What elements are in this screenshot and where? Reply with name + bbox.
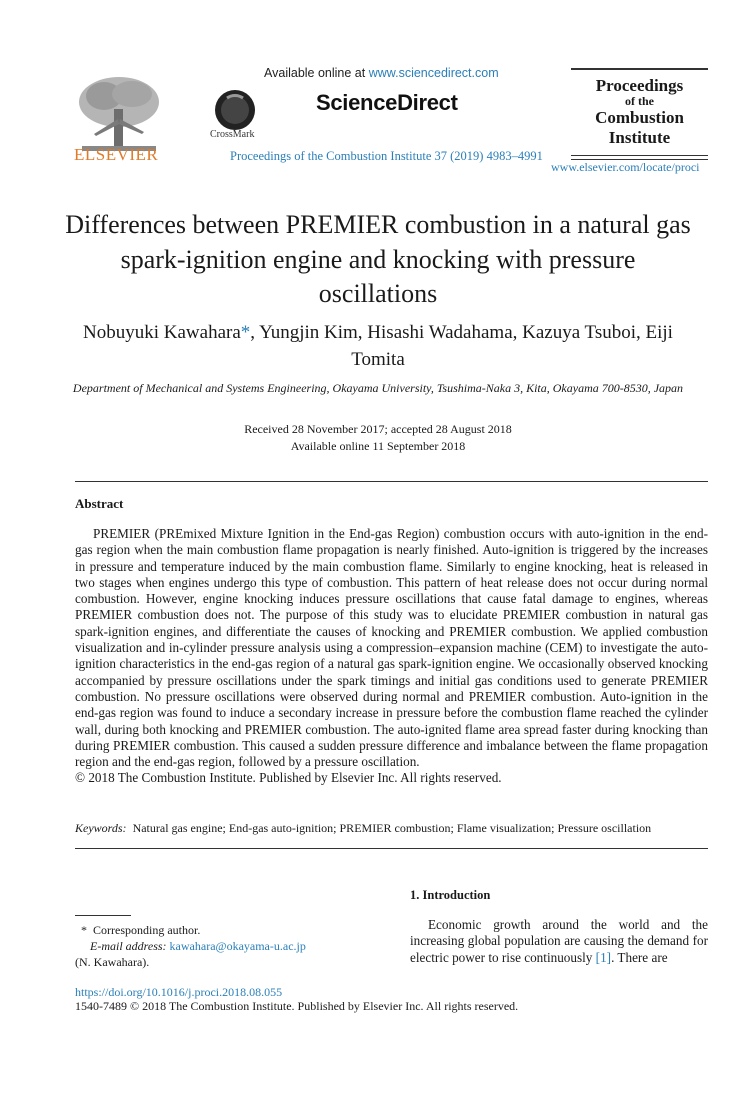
introduction-text: Economic growth around the world and the increasing global population are causing the demand for electric power to rise continuously [1]. There are: [410, 917, 708, 965]
author-1: Nobuyuki Kawahara: [83, 322, 241, 343]
keywords: [75, 821, 715, 836]
crossmark-icon[interactable]: [213, 88, 257, 132]
sciencedirect-logo: ScienceDirect: [316, 90, 458, 115]
other-authors: , Yungjin Kim, Hisashi Wadahama, Kazuya Tsuboi, Eiji Tomita: [250, 322, 673, 370]
introduction-heading: 1. Introduction: [410, 888, 491, 902]
footnote-name: (N. Kawahara).: [75, 955, 150, 969]
journal-citation-link[interactable]: Proceedings of the Combustion Institute 37 (2019) 4983–4991: [230, 149, 543, 163]
sciencedirect-link[interactable]: www.sciencedirect.com: [368, 66, 499, 80]
footnote-corresponding: Corresponding author.: [93, 923, 201, 937]
abstract-heading: Abstract: [75, 496, 124, 511]
journal-title: Proceedings of the Combustion Institute: [595, 76, 684, 147]
crossmark-label: CrossMark: [210, 129, 255, 140]
abstract-text: [75, 526, 708, 787]
keywords-label: Keywords:: [75, 821, 127, 835]
issn-copyright: 1540-7489 © 2018 The Combustion Institute. Published by Elsevier Inc. All rights reserved.: [75, 999, 519, 1013]
doi-link[interactable]: https://doi.org/10.1016/j.proci.2018.08.055: [75, 985, 283, 999]
available-online-line: Available online at www.sciencedirect.com: [264, 66, 499, 80]
keywords-bottom-rule: [75, 848, 708, 849]
footnote: * Corresponding author. E-mail address: kawahara@okayama-u.ac.jp (N. Kawahara).: [75, 922, 375, 970]
journal-homepage-link[interactable]: www.elsevier.com/locate/proci: [551, 160, 700, 174]
article-dates: [60, 421, 696, 456]
keywords-list: Natural gas engine; End-gas auto-ignition; PREMIER combustion; Flame visualization; Pressure oscillation: [132, 821, 652, 835]
available-online-date: Available online 11 September 2018: [290, 439, 466, 454]
abstract-body: PREMIER (PREmixed Mixture Ignition in the End-gas Region) combustion occurs with auto-ignition in the end-gas region when the main combustion flame propagation is nearly finished. Auto-ignition is triggered by the increases in pressure and temperature induced by the main combustion flame. Similarly to engine knocking, heat is released in two stages when engines undergo this type of combustion. This pattern of heat release does not occur during normal combustion. However, engine knocking induces pressure oscillations that cause fatal damage to engines, whereas PREMIER combustion does not. The purpose of this study was to elucidate PREMIER combustion in natural gas spark-ignition engines, and differentiate the causes of knocking and PREMIER combustion. We applied combustion visualization and in-cylinder pressure analysis using a compression–expansion machine (CEM) to investigate the auto-ignition characteristics in the end-gas region of a natural gas spark-ignition engine. We occasionally observed knocking accompanied by pressure oscillations under the spark timings and initial gas conditions used to generate PREMIER combustion. No pressure oscillations were observed during normal and PREMIER combustion. Auto-ignition in the end-gas region was found to induce a secondary increase in pressure before the combustion flame reached the cylinder wall, during both knocking and PREMIER combustion. The auto-ignited flame area spread faster during knocking than during PREMIER combustion. This caused a sudden pressure difference and imbalance between the flame propagation region and the end-gas region, followed by a pressure oscillation.: [75, 526, 708, 770]
email-label: E-mail address:: [90, 939, 167, 953]
elsevier-wordmark: ELSEVIER: [74, 145, 159, 164]
journal-title-top-rule: [571, 68, 708, 70]
affiliation: Department of Mechanical and Systems Engineering, Okayama University, Tsushima-Naka 3, Kita, Okayama 700-8530, Japan: [72, 381, 684, 395]
abstract-copyright: © 2018 The Combustion Institute. Published by Elsevier Inc. All rights reserved.: [75, 770, 502, 786]
reference-link-1[interactable]: [1]: [595, 949, 612, 965]
author-list: [60, 320, 696, 373]
article-title: Differences between PREMIER combustion in a natural gas spark-ignition engine and knocking with pressure oscillations: [65, 210, 691, 309]
received-date: Received 28 November 2017; accepted 28 August 2018: [244, 422, 512, 436]
corresponding-author-mark[interactable]: *: [240, 322, 251, 343]
abstract-top-rule: [75, 481, 708, 482]
email-link[interactable]: kawahara@okayama-u.ac.jp: [169, 939, 306, 953]
footnote-rule: [75, 915, 131, 916]
